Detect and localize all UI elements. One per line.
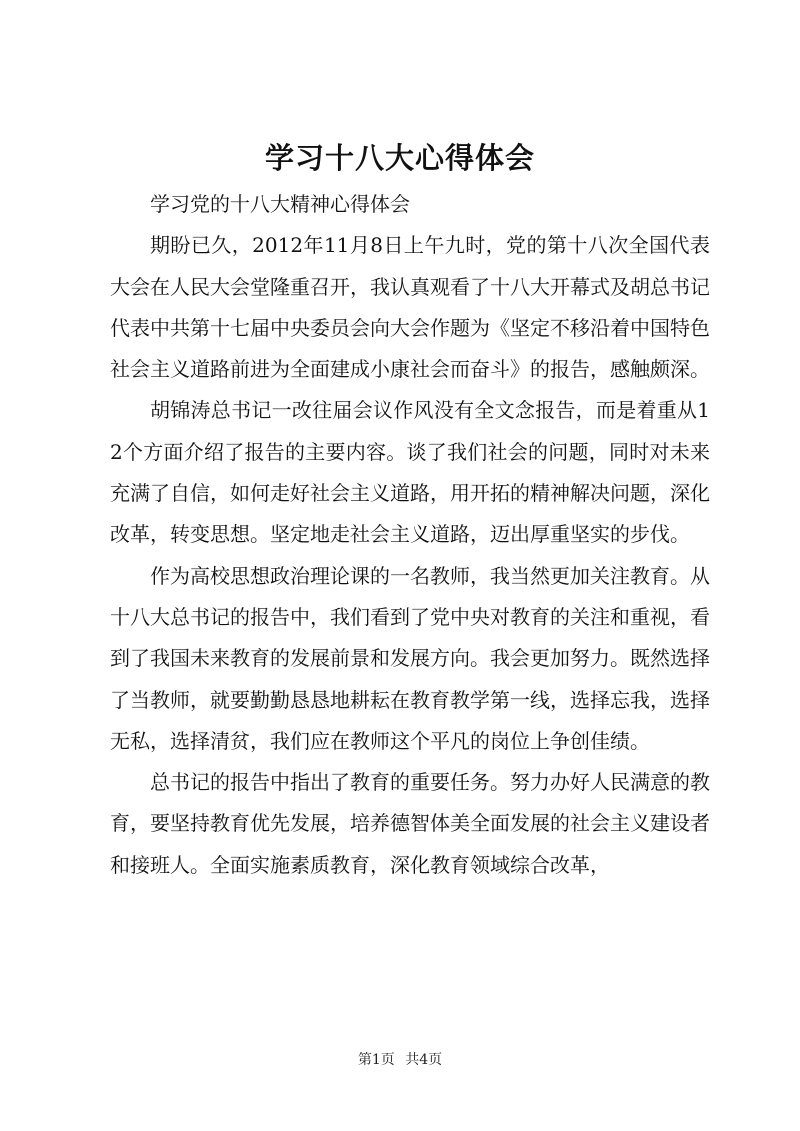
paragraph-1: 期盼已久，2012年11月8日上午九时，党的第十八次全国代表大会在人民大会堂隆重召开，我认真观看了十八大开幕式及胡总书记代表中共第十七届中央委员会向大会作题为《坚定不移沿着中国特色社会主义道路前进为全面建成小康社会而奋斗》的报告，感触颇深。	[110, 233, 710, 382]
subtitle-paragraph: 学习党的十八大精神心得体会	[150, 192, 410, 216]
document-body	[110, 184, 710, 886]
document-title: 学习十八大心得体会	[264, 141, 535, 175]
paragraph-2: 胡锦涛总书记一改往届会议作风没有全文念报告，而是着重从12个方面介绍了报告的主要内容。谈了我们社会的问题，同时对未来充满了自信，如何走好社会主义道路，用开拓的精神解决问题，深化改革，转变思想。坚定地走社会主义道路，迈出厚重坚实的步伐。	[110, 398, 710, 547]
page-footer	[0, 1050, 800, 1070]
page-number: 第1页	[357, 1052, 395, 1068]
page-total: 共4页	[405, 1052, 443, 1068]
paragraph-4: 总书记的报告中指出了教育的重要任务。努力办好人民满意的教育，要坚持教育优先发展，培养德智体美全面发展的社会主义建设者和接班人。全面实施素质教育，深化教育领域综合改革，	[110, 770, 710, 877]
paragraph-3: 作为高校思想政治理论课的一名教师，我当然更加关注教育。从十八大总书记的报告中，我们看到了党中央对教育的关注和重视，看到了我国未来教育的发展前景和发展方向。我会更加努力。既然选择了当教师，就要勤勤恳恳地耕耘在教育教学第一线，选择忘我，选择无私，选择清贫，我们应在教师这个平凡的岗位上争创佳绩。	[110, 563, 710, 753]
